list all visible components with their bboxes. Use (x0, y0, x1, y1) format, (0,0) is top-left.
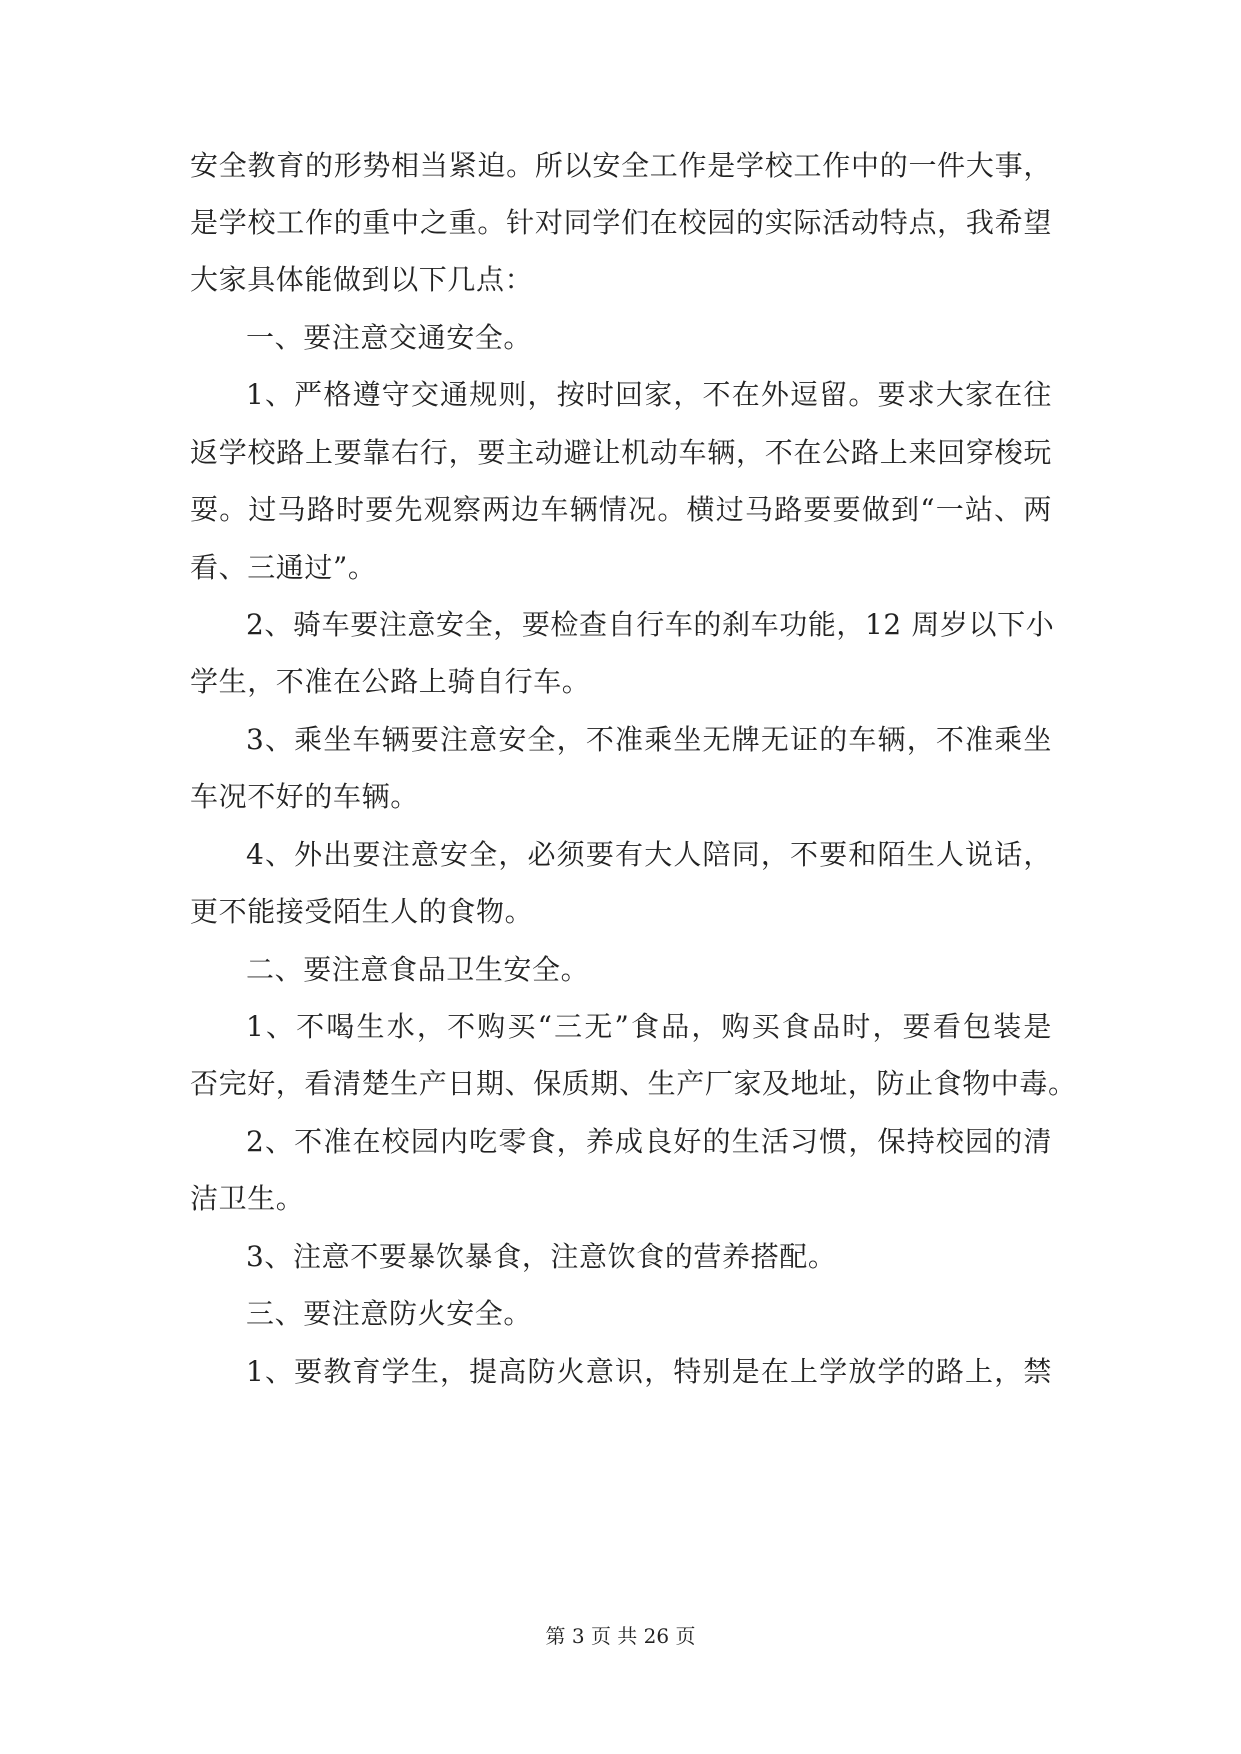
text-line: 学生，不准在公路上骑自行车。 (190, 665, 591, 698)
text-line: 返学校路上要靠右行，要主动避让机动车辆，不在公路上来回穿梭玩 (190, 436, 1052, 469)
text-line: 看、三通过”。 (190, 551, 377, 584)
text-line: 大家具体能做到以下几点： (190, 263, 534, 296)
text-line: 2、不准在校园内吃零食，养成良好的生活习惯，保持校园的清 (246, 1125, 1052, 1158)
text-line: 1、要教育学生，提高防火意识，特别是在上学放学的路上，禁 (246, 1355, 1052, 1388)
text-line: 更不能接受陌生人的食物。 (190, 895, 534, 928)
text-line: 4、外出要注意安全，必须要有大人陪同，不要和陌生人说话， (246, 838, 1052, 871)
text-line: 是学校工作的重中之重。针对同学们在校园的实际活动特点，我希望 (190, 206, 1052, 239)
section-heading: 一、要注意交通安全。 (246, 321, 533, 354)
section-heading: 二、要注意食品卫生安全。 (246, 953, 590, 986)
text-line: 否完好，看清楚生产日期、保质期、生产厂家及地址，防止食物中毒。 (190, 1067, 1077, 1100)
text-line: 1、不喝生水，不购买“三无”食品，购买食品时，要看包装是 (246, 1010, 1052, 1043)
text-line: 洁卫生。 (190, 1182, 305, 1215)
text-line: 耍。过马路时要先观察两边车辆情况。横过马路要要做到“一站、两 (190, 493, 1052, 526)
text-line: 3、乘坐车辆要注意安全，不准乘坐无牌无证的车辆，不准乘坐 (246, 723, 1052, 756)
text-line: 1、严格遵守交通规则，按时回家，不在外逗留。要求大家在往 (246, 378, 1052, 411)
page-number-footer: 第 3 页 共 26 页 (545, 1624, 696, 1648)
text-line: 3、注意不要暴饮暴食，注意饮食的营养搭配。 (246, 1240, 837, 1273)
text-line: 安全教育的形势相当紧迫。所以安全工作是学校工作中的一件大事， (190, 149, 1052, 182)
section-heading: 三、要注意防火安全。 (246, 1297, 533, 1330)
text-line: 车况不好的车辆。 (190, 780, 419, 813)
text-line: 2、骑车要注意安全，要检查自行车的刹车功能，12 周岁以下小 (246, 608, 1055, 641)
